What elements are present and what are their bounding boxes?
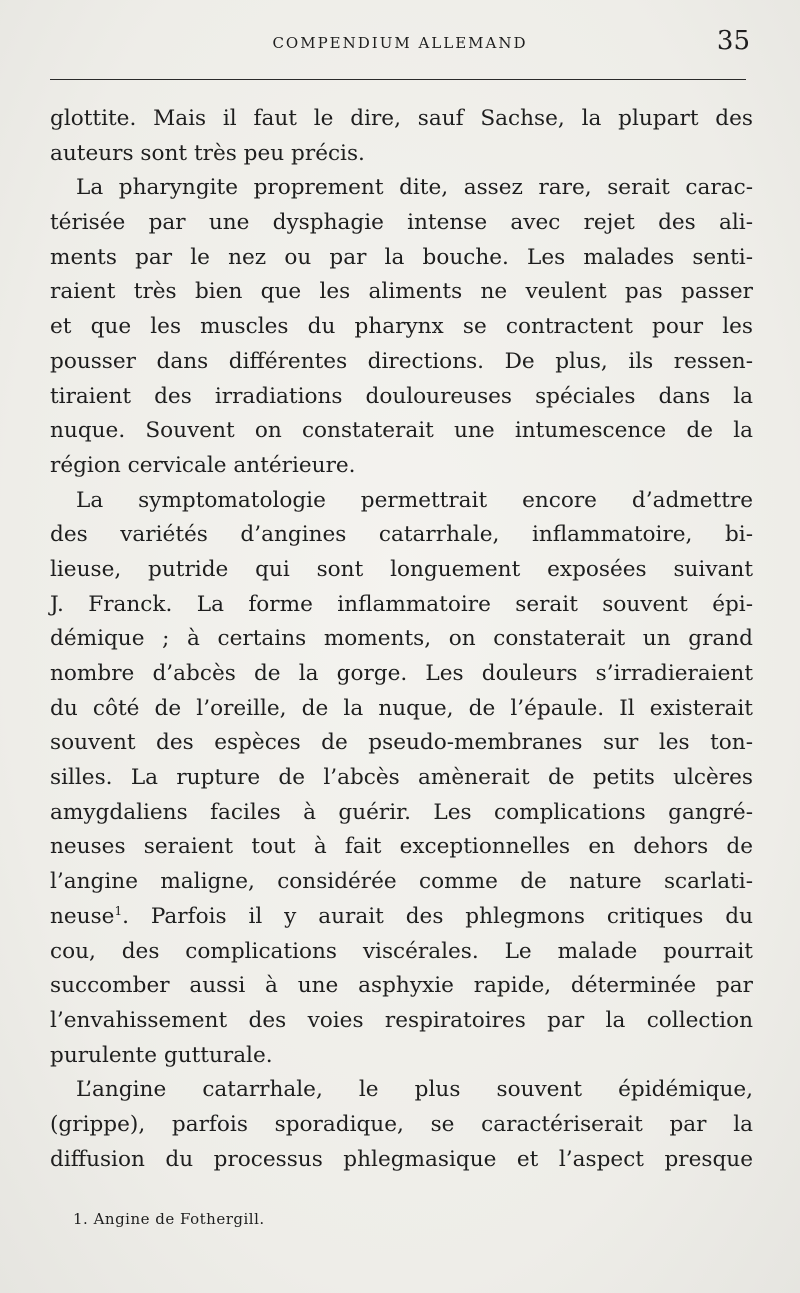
text-line: glottite. Mais il faut le dire, sauf Sachse, la plupart des: [50, 106, 753, 131]
text-fragment: . Parfois il y aurait des phlegmons critiques du: [122, 903, 753, 929]
text-line: térisée par une dysphagie intense avec rejet des ali-: [50, 210, 753, 236]
text-line-with-footnote-ref: [50, 900, 753, 935]
text-line: et que les muscles du pharynx se contractent pour les: [50, 314, 753, 340]
text-line: diffusion du processus phlegmasique et l’aspect presque: [50, 1146, 753, 1172]
text-line: pousser dans différentes directions. De plus, ils ressen-: [50, 348, 753, 374]
text-line: La pharyngite proprement dite, assez rare, serait carac-: [76, 175, 753, 201]
text-line: démique ; à certains moments, on constaterait un grand: [50, 626, 753, 652]
footnote: 1. Angine de Fothergill.: [73, 1210, 265, 1228]
text-line: raient très bien que les aliments ne veulent pas passer: [50, 279, 753, 305]
page-header: [50, 26, 750, 60]
text-line: ments par le nez ou par la bouche. Les malades senti-: [50, 244, 753, 270]
page-number: 35: [716, 26, 750, 56]
text-line: cou, des complications viscérales. Le malade pourrait: [50, 938, 753, 964]
text-line: purulente gutturale.: [50, 1042, 273, 1068]
text-line: amygdaliens faciles à guérir. Les complications gangré-: [50, 799, 753, 825]
text-line: (grippe), parfois sporadique, se caractériserait par la: [50, 1111, 753, 1137]
text-line: souvent des espèces de pseudo-membranes sur les ton-: [50, 730, 753, 756]
body-text: [50, 102, 753, 1177]
text-line: auteurs sont très peu précis.: [50, 140, 365, 166]
text-line: lieuse, putride qui sont longuement exposées suivant: [50, 556, 753, 582]
text-line: du côté de l’oreille, de la nuque, de l’épaule. Il existerait: [50, 695, 753, 721]
footnote-reference: 1: [114, 903, 123, 918]
text-line: La symptomatologie permettrait encore d’admettre: [76, 487, 753, 513]
text-line: silles. La rupture de l’abcès amènerait de petits ulcères: [50, 765, 753, 791]
text-line: nuque. Souvent on constaterait une intumescence de la: [50, 418, 753, 444]
text-line: succomber aussi à une asphyxie rapide, déterminée par: [50, 973, 753, 999]
text-line: l’angine maligne, considérée comme de nature scarlati-: [50, 869, 753, 895]
text-line: tiraient des irradiations douloureuses spéciales dans la: [50, 383, 753, 409]
running-head: COMPENDIUM ALLEMAND: [272, 34, 528, 52]
text-line: l’envahissement des voies respiratoires par la collection: [50, 1007, 753, 1033]
text-line: neuses seraient tout à fait exceptionnelles en dehors de: [50, 834, 753, 860]
text-line: région cervicale antérieure.: [50, 452, 356, 478]
text-fragment: neuse: [50, 903, 115, 929]
text-line: J. Franck. La forme inflammatoire serait souvent épi-: [50, 591, 753, 617]
text-line: nombre d’abcès de la gorge. Les douleurs s’irradieraient: [50, 661, 753, 686]
header-rule: [50, 79, 746, 80]
text-line: des variétés d’angines catarrhale, inflammatoire, bi-: [50, 522, 753, 548]
text-line: L’angine catarrhale, le plus souvent épidémique,: [76, 1077, 753, 1103]
